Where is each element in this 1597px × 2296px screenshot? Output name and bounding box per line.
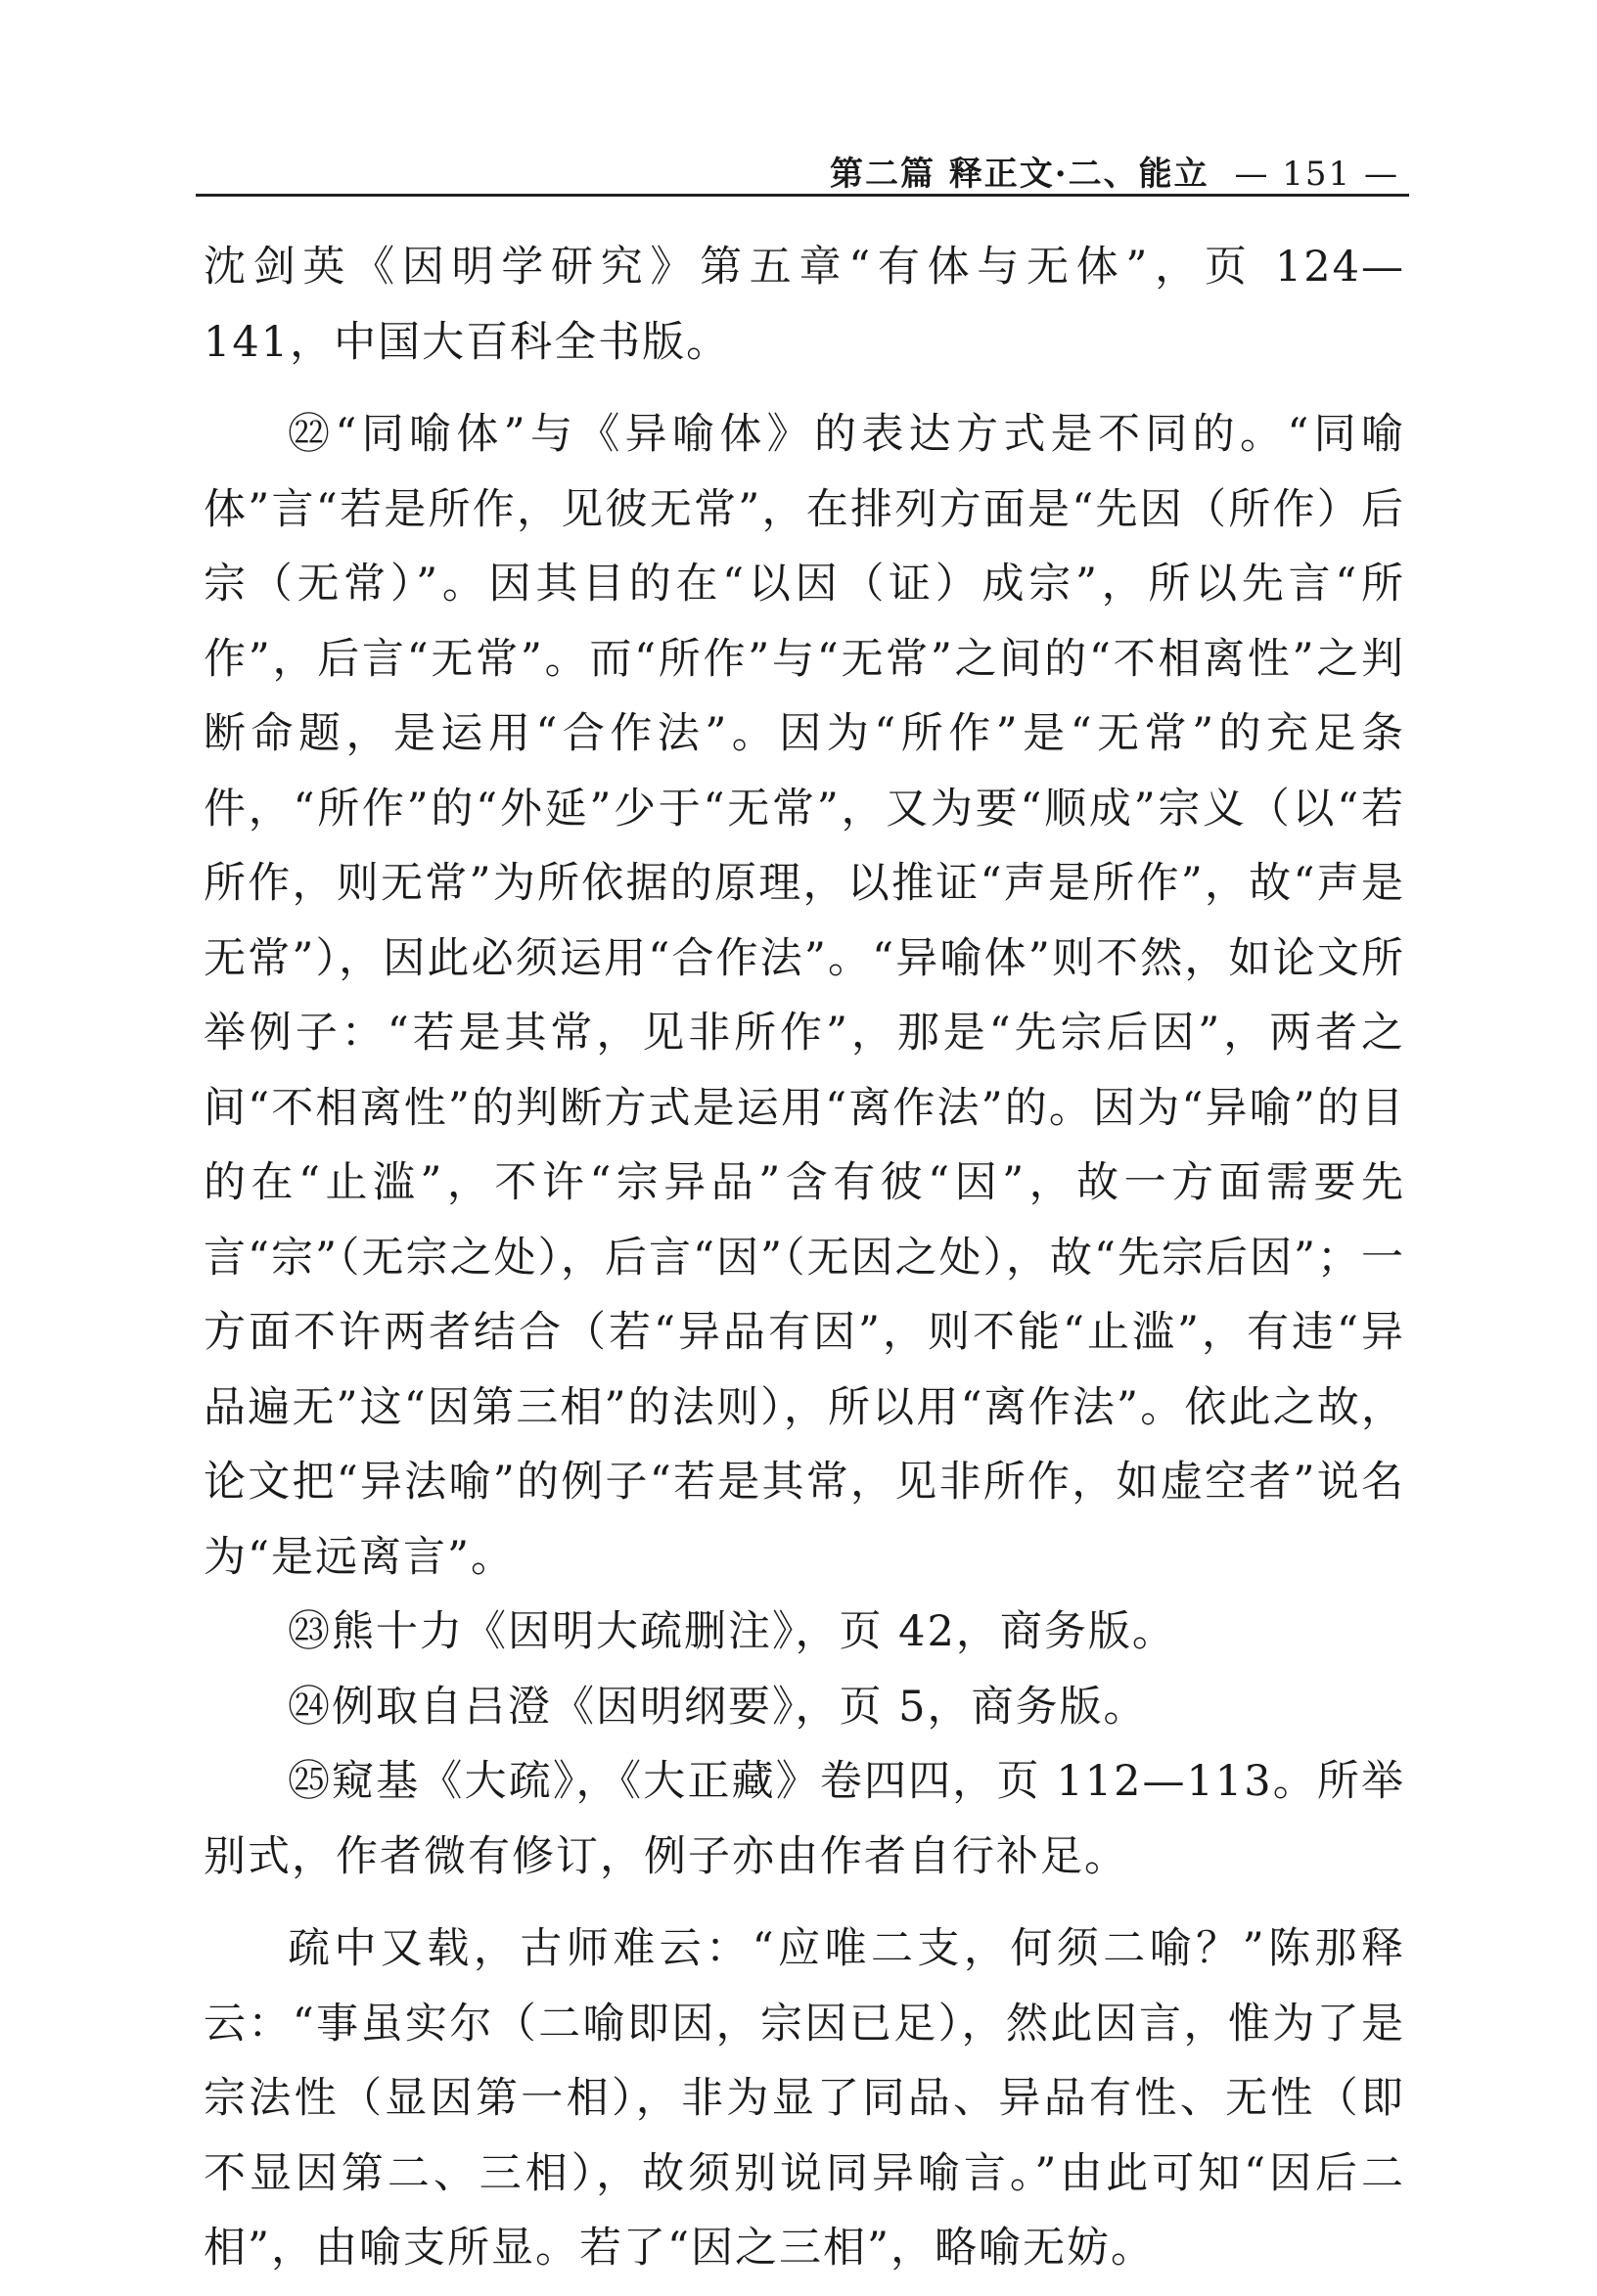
- page-number: — 151 —: [1234, 155, 1399, 194]
- page-body: [204, 230, 1405, 2286]
- footnote-64: ㉔例取自吕澄《因明纲要》，页 5，商务版。: [288, 1682, 1148, 1732]
- note-61-continuation: 沈剑英《因明学研究》第五章“有体与无体”，页 124—141，中国大百科全书版。: [204, 243, 1405, 367]
- footnote-63: ㉓熊十力《因明大疏删注》，页 42，商务版。: [288, 1607, 1176, 1656]
- footnote-65: ㉕窥基《大疏》，《大正藏》卷四四，页 112—113。所举别式，作者微有修订，例子亦由作者自行补足。: [204, 1757, 1405, 1881]
- running-header: [196, 137, 1409, 197]
- body-paragraph: 疏中又载，古师难云：“应唯二支，何须二喻？”陈那释云：“事虽实尔（二喻即因，宗因已足），然此因言，惟为了是宗法性（显因第一相），非为显了同品、异品有性、无性（即不显因第二、三相），故须别说同异喻言。”由此可知“因后二相”，由喻支所显。若了“因之三相”，略喻无妨。: [204, 1924, 1405, 2273]
- chapter-title: 第二篇 释正文·二、能立: [829, 155, 1209, 194]
- footnote-62: ㉒“同喻体”与《异喻体》的表达方式是不同的。“同喻体”言“若是所作，见彼无常”，在排列方面是“先因（所作）后宗（无常）”。因其目的在“以因（证）成宗”，所以先言“所作”，后言“无常”。而“所作”与“无常”之间的“不相离性”之判断命题，是运用“合作法”。因为“所作”是“无常”的充足条件，“所作”的“外延”少于“无常”，又为要“顺成”宗义（以“若所作，则无常”为所依据的原理，以推证“声是所作”，故“声是无常”），因此必须运用“合作法”。“异喻体”则不然，如论文所举例子：“若是其常，见非所作”，那是“先宗后因”，两者之间“不相离性”的判断方式是运用“离作法”的。因为“异喻”的目的在“止滥”，不许“宗异品”含有彼“因”，故一方面需要先言“宗”（无宗之处），后言“因”（无因之处），故“先宗后因”；一方面不许两者结合（若“异品有因”，则不能“止滥”，有违“异品遍无”这“因第三相”的法则），所以用“离作法”。依此之故，论文把“异法喻”的例子“若是其常，见非所作，如虚空者”说名为“是远离言”。: [204, 410, 1405, 1582]
- running-head-text: [830, 147, 1399, 195]
